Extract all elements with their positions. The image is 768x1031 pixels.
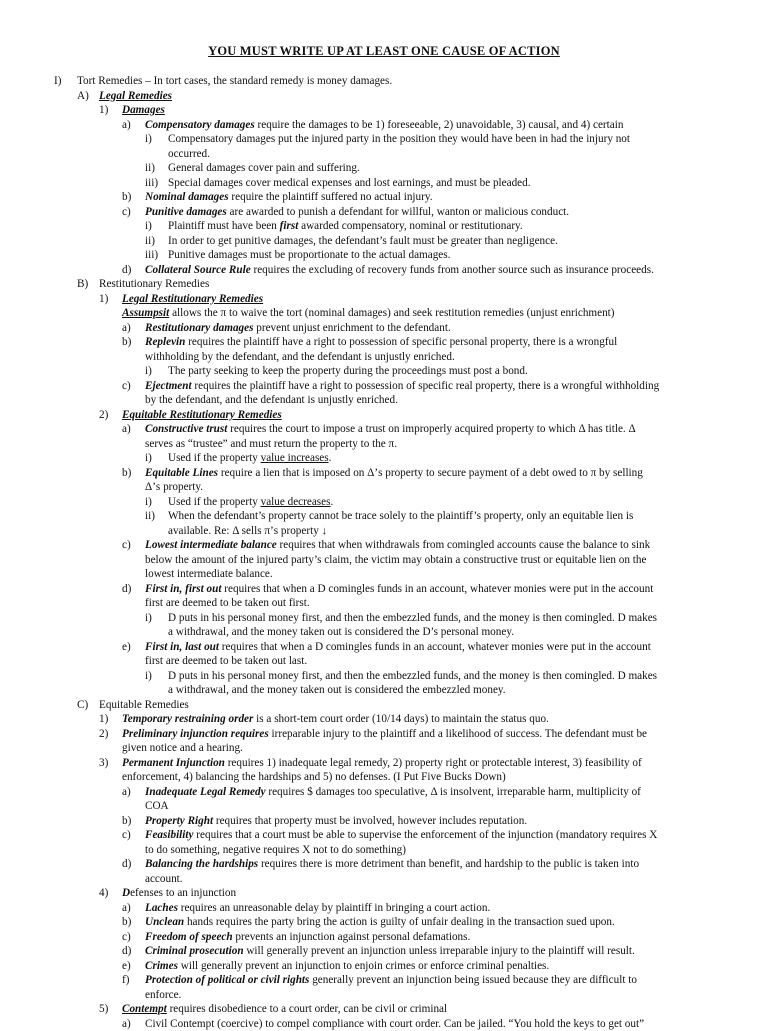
outline-line	[145, 857, 639, 871]
line-text: requires that a court must be able to supervise the enforcement of the injunction (mandatory requires X	[193, 829, 658, 841]
line-text: account.	[145, 872, 183, 885]
outline-marker: i)	[145, 669, 152, 682]
outline-marker: i)	[145, 365, 152, 377]
emphasized-term: Collateral Source Rule	[145, 263, 251, 276]
line-text: Compensatory damages put the injured party in the position they would have been in had the injury not	[168, 133, 631, 145]
outline-marker: 3)	[99, 756, 109, 769]
outline-line	[168, 611, 657, 625]
outline-marker: c)	[122, 829, 131, 841]
outline-marker: iii)	[145, 176, 159, 189]
outline-line	[168, 625, 514, 639]
line-text: below the amount of the injured party’s claim, the victim may obtain a constructive trust or equitable lien on the	[145, 553, 647, 566]
outline-line	[168, 219, 523, 233]
outline-marker: b)	[122, 916, 132, 928]
outline-line	[122, 770, 506, 784]
line-text: Tort Remedies – In tort cases, the standard remedy is money damages.	[77, 75, 393, 87]
line-text: requires that when withdrawals from comingled accounts cause the balance to sink	[276, 539, 651, 551]
line-text: awarded compensatory, nominal or restitutionary.	[298, 220, 523, 232]
line-text: Equitable Remedies	[99, 698, 189, 711]
outline-line	[168, 451, 331, 465]
outline-line	[145, 828, 657, 842]
outline-marker: C)	[77, 698, 89, 711]
outline-line	[145, 553, 646, 567]
outline-line	[145, 582, 653, 596]
outline-line	[168, 509, 633, 523]
outline-line	[168, 364, 528, 378]
outline-line	[145, 814, 527, 828]
outline-marker: i)	[145, 220, 152, 232]
line-text: Plaintiff must have been	[168, 220, 280, 232]
line-text: require the plaintiff suffered no actual injury.	[228, 191, 433, 203]
outline-line	[168, 524, 327, 538]
emphasized-term: Property Right	[145, 814, 214, 827]
outline-line	[168, 495, 333, 509]
line-text: prevent unjust enrichment to the defendant.	[253, 321, 451, 334]
outline-line	[145, 901, 490, 915]
emphasized-term: Constructive trust	[145, 423, 228, 435]
line-text: given notice and a hearing.	[122, 742, 243, 754]
outline-marker: a)	[122, 1017, 131, 1030]
page-title: YOU MUST WRITE UP AT LEAST ONE CAUSE OF ACTION	[208, 44, 560, 58]
outline-marker: ii)	[145, 234, 155, 247]
outline-line	[122, 727, 647, 741]
line-text: Restitutionary Remedies	[99, 278, 210, 290]
line-text: requires $ damages too speculative, Δ is insolvent, irreparable harm, multiplicity of	[265, 785, 641, 798]
emphasized-term: Punitive damages	[145, 205, 227, 218]
outline-line	[145, 785, 641, 799]
outline-line	[145, 190, 433, 204]
outline-marker: 1)	[99, 292, 109, 305]
outline-line	[145, 930, 470, 944]
outline-line	[99, 698, 189, 712]
outline-line	[145, 466, 643, 480]
line-text: Civil Contempt (coercive) to compel compliance with court order. Can be jailed. “You hold the keys to get out”	[145, 1017, 645, 1030]
line-text: D puts in his personal money first, and then the embezzled funds, and the money is then comingled. D makes	[168, 611, 658, 624]
emphasized-term: Ejectment	[145, 379, 192, 392]
outline-line	[145, 959, 549, 973]
outline-line	[122, 712, 549, 726]
emphasized-term: Freedom of speech	[145, 930, 233, 943]
outline-line	[145, 596, 310, 610]
outline-marker: a)	[122, 785, 131, 798]
outline-line	[145, 437, 397, 451]
emphasized-term: Equitable Restitutionary Remedies	[122, 408, 282, 421]
emphasized-term: Laches	[145, 901, 178, 914]
line-text: COA	[145, 800, 169, 812]
outline-marker: d)	[122, 945, 132, 957]
emphasized-term: Contempt	[122, 1003, 167, 1015]
outline-line	[122, 756, 642, 770]
line-text: serves as “trustee” and must return the property to the π.	[145, 437, 398, 450]
outline-line	[145, 118, 623, 132]
outline-marker: a)	[122, 321, 131, 334]
outline-line	[122, 306, 615, 320]
outline-marker: c)	[122, 539, 131, 551]
line-text: D puts in his personal money first, and then the embezzled funds, and the money is then comingled. D makes	[168, 669, 658, 682]
line-text: lowest intermediate balance.	[145, 568, 273, 580]
line-text: require the damages to be 1) foreseeable, 2) unavoidable, 3) causal, and 4) certain	[254, 118, 624, 131]
outline-line	[145, 988, 181, 1002]
line-text: Punitive damages must be proportionate to the actual damages.	[168, 249, 451, 261]
line-text: Used if the property	[168, 452, 261, 464]
emphasized-term: value increases	[260, 452, 329, 464]
emphasized-term: Feasibility	[145, 829, 194, 841]
outline-line	[145, 393, 398, 407]
emphasized-term: Criminal prosecution	[145, 945, 244, 957]
emphasized-term: Permanent Injunction	[122, 756, 225, 769]
line-text: requires there is more detriment than benefit, and hardship to the public is taken into	[258, 858, 640, 870]
emphasized-term: Lowest intermediate balance	[145, 539, 277, 551]
emphasized-term: Legal Remedies	[99, 89, 173, 102]
outline-marker: i)	[145, 452, 152, 464]
outline-line	[168, 161, 360, 175]
outline-marker: A)	[77, 89, 89, 102]
line-text: require a lien that is imposed on Δ’s property to secure payment of a debt owed to π by selling	[218, 466, 643, 479]
outline-marker: e)	[122, 640, 131, 653]
line-text: withholding by the defendant, and the defendant is unjustly enriched.	[145, 350, 455, 363]
line-text: requires that property must be involved, however includes reputation.	[213, 814, 528, 827]
outline-marker: I)	[54, 75, 62, 87]
outline-line	[145, 335, 617, 349]
outline-marker: i)	[145, 495, 152, 508]
emphasized-term: Crimes	[145, 959, 178, 972]
line-text: requires that when a D comingles funds in an account, whatever monies were put in the account	[221, 582, 654, 595]
line-text: requires an unreasonable delay by plaintiff in bringing a court action.	[177, 901, 491, 914]
outline-marker: 2)	[99, 727, 109, 740]
emphasized-term: First in, first out	[145, 582, 222, 595]
line-text: by the defendant, and the defendant is unjustly enriched.	[145, 394, 398, 406]
emphasized-term: Equitable Lines	[145, 466, 219, 479]
outline-line	[145, 843, 406, 857]
outline-marker: a)	[122, 423, 131, 435]
outline-line	[145, 538, 650, 552]
outline-marker: d)	[122, 858, 132, 870]
line-text: irreparable injury to the plaintiff and a likelihood of success. The defendant must be	[268, 727, 648, 740]
outline-line	[145, 915, 615, 929]
line-text: requires the court to impose a trust on improperly acquired property to which Δ has title. Δ	[227, 423, 636, 435]
outline-marker: b)	[122, 814, 132, 827]
emphasized-term: first	[279, 220, 299, 232]
outline-marker: iii)	[145, 249, 159, 261]
outline-marker: 1)	[99, 104, 109, 116]
outline-marker: a)	[122, 901, 131, 914]
emphasized-term: Inadequate Legal Remedy	[145, 785, 266, 798]
outline-line	[145, 640, 651, 654]
emphasized-term: D	[122, 887, 131, 899]
outline-marker: 2)	[99, 408, 109, 421]
outline-line	[99, 89, 172, 103]
emphasized-term: Unclean	[145, 916, 185, 928]
line-text: General damages cover pain and suffering.	[168, 162, 360, 174]
outline-line	[145, 973, 637, 987]
outline-line	[145, 654, 307, 668]
emphasized-term: Damages	[122, 104, 165, 116]
outline-marker: 4)	[99, 887, 109, 899]
emphasized-term: Balancing the hardships	[145, 858, 259, 870]
line-text: requires the plaintiff have a right to possession of specific real property, there is a wrongful withholding	[191, 379, 660, 392]
line-text: requires 1) inadequate legal remedy, 2) property right or protectable interest, 3) feasibility of	[224, 756, 642, 769]
outline-marker: c)	[122, 379, 131, 392]
line-text: Δ’s property.	[145, 481, 204, 493]
line-text: generally prevent an injunction being issued because they are difficult to	[309, 974, 637, 986]
outline-line	[145, 350, 455, 364]
line-text: The party seeking to keep the property during the proceedings must post a bond.	[168, 365, 528, 377]
outline-marker: c)	[122, 930, 131, 943]
outline-line	[168, 176, 531, 190]
outline-marker: b)	[122, 336, 132, 348]
outline-line	[145, 480, 203, 494]
line-text: .	[330, 495, 334, 508]
outline-line	[168, 234, 558, 248]
outline-line	[168, 669, 657, 683]
line-text: will generally prevent an injunction to enjoin crimes or enforce criminal penalties.	[177, 959, 550, 972]
outline-line	[168, 248, 450, 262]
outline-marker: d)	[122, 582, 132, 595]
outline-marker: a)	[122, 118, 131, 131]
outline-marker: b)	[122, 191, 132, 203]
outline-line	[122, 886, 236, 900]
outline-marker: d)	[122, 263, 132, 276]
line-text: efenses to an injunction	[130, 887, 237, 899]
line-text: allows the π to waive the tort (nominal damages) and seek restitution remedies (unjust enrichment)	[169, 307, 615, 319]
outline-marker: f)	[122, 974, 130, 986]
line-text: Special damages cover medical expenses and lost earnings, and must be pleaded.	[168, 176, 531, 189]
emphasized-term: Compensatory damages	[145, 118, 255, 131]
line-text: enforcement, 4) balancing the hardships and 5) no defenses. (I Put Five Bucks Down)	[122, 771, 506, 783]
outline-line	[122, 1002, 447, 1016]
outline-line	[122, 103, 165, 117]
outline-marker: 1)	[99, 713, 109, 725]
outline-marker: 5)	[99, 1003, 109, 1015]
outline-line	[145, 944, 635, 958]
line-text: to do something, negative requires X not to do something)	[145, 843, 406, 856]
emphasized-term: Preliminary injunction requires	[122, 727, 269, 740]
line-text: requires the plaintiff have a right to possession of specific personal property, there is a wrongful	[185, 336, 618, 348]
line-text: requires that when a D comingles funds in an account, whatever monies were put in the account	[219, 640, 651, 653]
outline-line	[145, 872, 183, 886]
emphasized-term: Restitutionary damages	[145, 321, 254, 334]
emphasized-term: Legal Restitutionary Remedies	[122, 292, 264, 305]
line-text: available. Re: Δ sells π’s property ↓	[168, 524, 328, 537]
line-text: .	[328, 452, 332, 464]
outline-line	[122, 408, 282, 422]
outline-line	[99, 277, 209, 291]
outline-marker: c)	[122, 205, 131, 218]
outline-line	[145, 422, 636, 436]
line-text: are awarded to punish a defendant for willful, wanton or malicious conduct.	[226, 205, 570, 218]
line-text: Used if the property	[168, 495, 261, 508]
outline-line	[122, 741, 243, 755]
line-text: a withdrawal, and the money taken out is considered the embezzled money.	[168, 684, 506, 696]
line-text: When the defendant’s property cannot be trace solely to the plaintiff’s property, only an equitable lien is	[168, 510, 634, 522]
outline-line	[145, 205, 569, 219]
outline-line	[145, 379, 659, 393]
outline-line	[168, 147, 210, 161]
line-text: will generally prevent an injunction unless irreparable injury to the plaintiff will result.	[243, 945, 635, 957]
outline-marker: e)	[122, 959, 131, 972]
outline-marker: ii)	[145, 510, 155, 522]
outline-line	[145, 321, 451, 335]
outline-marker: ii)	[145, 162, 155, 174]
line-text: hands requires the party bring the action is guilty of unfair dealing in the transaction sued upon.	[184, 916, 615, 928]
line-text: requires the excluding of recovery funds from another source such as insurance proceeds.	[250, 263, 654, 276]
line-text: first are deemed to be taken out last.	[145, 655, 308, 667]
outline-line	[145, 799, 169, 813]
outline-line	[145, 263, 654, 277]
emphasized-term: Assumpsit	[122, 307, 170, 319]
outline-line	[145, 567, 273, 581]
emphasized-term: Replevin	[145, 336, 186, 348]
emphasized-term: Protection of political or civil rights	[145, 974, 310, 986]
outline-line	[168, 132, 630, 146]
outline-line	[77, 74, 392, 88]
emphasized-term: First in, last out	[145, 640, 219, 653]
outline-line	[168, 683, 506, 697]
line-text: first are deemed to be taken out first.	[145, 597, 310, 609]
outline-line	[122, 292, 263, 306]
outline-marker: i)	[145, 133, 152, 145]
outline-marker: B)	[77, 278, 89, 290]
emphasized-term: value decreases	[260, 495, 331, 508]
emphasized-term: Nominal damages	[145, 191, 229, 203]
line-text: a withdrawal, and the money taken out is considered the D’s personal money.	[168, 626, 514, 638]
outline-marker: b)	[122, 466, 132, 479]
line-text: prevents an injunction against personal defamations.	[232, 930, 471, 943]
emphasized-term: Temporary restraining order	[122, 713, 254, 725]
line-text: enforce.	[145, 988, 182, 1001]
line-text: requires disobedience to a court order, can be civil or criminal	[166, 1003, 448, 1015]
line-text: In order to get punitive damages, the defendant’s fault must be greater than negligence.	[168, 234, 558, 247]
line-text: is a short-tem court order (10/14 days) to maintain the status quo.	[253, 713, 549, 725]
line-text: occurred.	[168, 147, 210, 160]
outline-marker: i)	[145, 611, 152, 624]
